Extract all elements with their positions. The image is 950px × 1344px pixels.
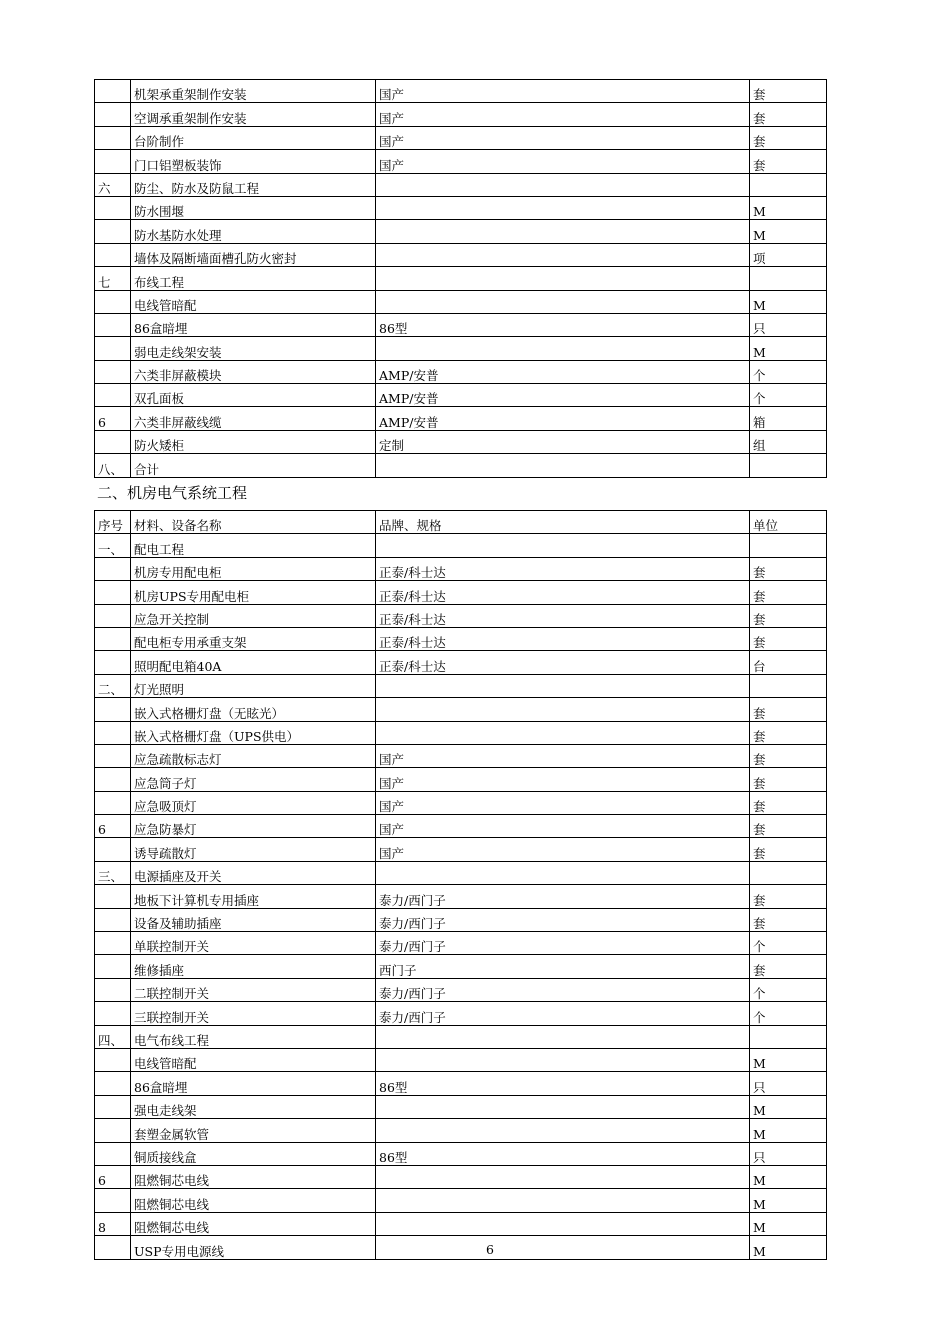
brand-spec-cell (376, 1048, 750, 1071)
item-name-cell: 防水围堰 (131, 196, 376, 219)
row-number-cell (95, 885, 131, 908)
item-name-cell: 应急疏散标志灯 (131, 744, 376, 767)
item-name-cell: 86盒暗埋 (131, 1072, 376, 1095)
row-number-cell: 六 (95, 173, 131, 196)
unit-cell: 套 (750, 604, 827, 627)
unit-cell: M (750, 220, 827, 243)
row-number-cell (95, 651, 131, 674)
item-name-cell: 阻燃铜芯电线 (131, 1165, 376, 1188)
table-row (95, 126, 827, 149)
table-row (95, 932, 827, 955)
materials-table-2 (94, 510, 827, 1260)
table-row (95, 955, 827, 978)
table-row (95, 267, 827, 290)
unit-cell: 套 (750, 721, 827, 744)
row-number-cell (95, 557, 131, 580)
table-row (95, 430, 827, 453)
item-name-cell: 门口铝塑板装饰 (131, 150, 376, 173)
row-number-cell (95, 360, 131, 383)
row-number-cell (95, 103, 131, 126)
item-name-cell: 防尘、防水及防鼠工程 (131, 173, 376, 196)
table-row (95, 534, 827, 557)
unit-cell: 组 (750, 430, 827, 453)
row-number-cell (95, 604, 131, 627)
brand-spec-cell (376, 290, 750, 313)
unit-cell: 个 (750, 932, 827, 955)
brand-spec-cell: 定制 (376, 430, 750, 453)
row-number-cell: 二、 (95, 674, 131, 697)
item-name-cell: 防火矮柜 (131, 430, 376, 453)
row-number-cell (95, 126, 131, 149)
item-name-cell: 阻燃铜芯电线 (131, 1189, 376, 1212)
unit-cell: M (750, 1048, 827, 1071)
row-number-cell (95, 627, 131, 650)
row-number-cell: 一、 (95, 534, 131, 557)
row-number-cell (95, 1072, 131, 1095)
brand-spec-cell: AMP/安普 (376, 384, 750, 407)
unit-cell: 套 (750, 768, 827, 791)
row-number-cell: 八、 (95, 454, 131, 477)
table-row (95, 861, 827, 884)
brand-spec-cell: 86型 (376, 313, 750, 336)
table-row (95, 698, 827, 721)
brand-spec-cell: 正泰/科士达 (376, 651, 750, 674)
table-row (95, 1072, 827, 1095)
unit-cell: 套 (750, 103, 827, 126)
item-name-cell: 照明配电箱40A (131, 651, 376, 674)
unit-cell (750, 267, 827, 290)
item-name-cell: 三联控制开关 (131, 1002, 376, 1025)
row-number-cell: 序号 (95, 511, 131, 534)
item-name-cell: 地板下计算机专用插座 (131, 885, 376, 908)
item-name-cell: 二联控制开关 (131, 978, 376, 1001)
table-row (95, 1048, 827, 1071)
row-number-cell (95, 384, 131, 407)
unit-cell: 只 (750, 1142, 827, 1165)
brand-spec-cell (376, 220, 750, 243)
brand-spec-cell: 国产 (376, 768, 750, 791)
item-name-cell: 灯光照明 (131, 674, 376, 697)
row-number-cell (95, 337, 131, 360)
row-number-cell (95, 978, 131, 1001)
table-row (95, 1119, 827, 1142)
brand-spec-cell: 泰力/西门子 (376, 885, 750, 908)
row-number-cell (95, 1189, 131, 1212)
row-number-cell (95, 220, 131, 243)
brand-spec-cell (376, 861, 750, 884)
section-title: 二、机房电气系统工程 (97, 484, 248, 502)
brand-spec-cell: 国产 (376, 744, 750, 767)
brand-spec-cell (376, 721, 750, 744)
table-row (95, 768, 827, 791)
item-name-cell: 设备及辅助插座 (131, 908, 376, 931)
brand-spec-cell: 国产 (376, 150, 750, 173)
table-row (95, 173, 827, 196)
brand-spec-cell: 国产 (376, 838, 750, 861)
table-row (95, 674, 827, 697)
unit-cell: 套 (750, 815, 827, 838)
row-number-cell (95, 196, 131, 219)
table-row (95, 511, 827, 534)
table-row (95, 1165, 827, 1188)
brand-spec-cell: 泰力/西门子 (376, 932, 750, 955)
brand-spec-cell: AMP/安普 (376, 360, 750, 383)
unit-cell: 套 (750, 150, 827, 173)
item-name-cell: USP专用电源线 (131, 1236, 376, 1259)
row-number-cell (95, 1095, 131, 1118)
table-row (95, 581, 827, 604)
row-number-cell (95, 80, 131, 103)
brand-spec-cell (376, 243, 750, 266)
table-row (95, 1002, 827, 1025)
item-name-cell: 电气布线工程 (131, 1025, 376, 1048)
row-number-cell (95, 908, 131, 931)
unit-cell (750, 454, 827, 477)
row-number-cell: 6 (95, 407, 131, 430)
item-name-cell: 86盒暗埋 (131, 313, 376, 336)
table-row (95, 220, 827, 243)
unit-cell: 套 (750, 80, 827, 103)
row-number-cell (95, 744, 131, 767)
item-name-cell: 单联控制开关 (131, 932, 376, 955)
table-row (95, 1025, 827, 1048)
item-name-cell: 机房专用配电柜 (131, 557, 376, 580)
item-name-cell: 应急防暴灯 (131, 815, 376, 838)
brand-spec-cell: 国产 (376, 80, 750, 103)
unit-cell: 套 (750, 557, 827, 580)
brand-spec-cell (376, 337, 750, 360)
table-row (95, 290, 827, 313)
row-number-cell (95, 698, 131, 721)
brand-spec-cell: 国产 (376, 126, 750, 149)
item-name-cell: 六类非屏蔽线缆 (131, 407, 376, 430)
row-number-cell (95, 290, 131, 313)
item-name-cell: 六类非屏蔽模块 (131, 360, 376, 383)
unit-cell: 套 (750, 791, 827, 814)
row-number-cell (95, 1002, 131, 1025)
brand-spec-cell (376, 1095, 750, 1118)
brand-spec-cell (376, 534, 750, 557)
row-number-cell (95, 243, 131, 266)
brand-spec-cell (376, 1165, 750, 1188)
row-number-cell (95, 581, 131, 604)
unit-cell (750, 534, 827, 557)
table-row (95, 604, 827, 627)
brand-spec-cell: 西门子 (376, 955, 750, 978)
materials-table-1-body (95, 80, 827, 478)
table-row (95, 721, 827, 744)
brand-spec-cell: 国产 (376, 791, 750, 814)
unit-cell: M (750, 337, 827, 360)
item-name-cell: 材料、设备名称 (131, 511, 376, 534)
item-name-cell: 诱导疏散灯 (131, 838, 376, 861)
row-number-cell: 6 (95, 815, 131, 838)
row-number-cell (95, 721, 131, 744)
item-name-cell: 配电柜专用承重支架 (131, 627, 376, 650)
materials-table-1 (94, 79, 827, 478)
table-row (95, 1236, 827, 1259)
brand-spec-cell (376, 1025, 750, 1048)
brand-spec-cell (376, 267, 750, 290)
item-name-cell: 合计 (131, 454, 376, 477)
table-row (95, 885, 827, 908)
row-number-cell: 6 (95, 1165, 131, 1188)
item-name-cell: 双孔面板 (131, 384, 376, 407)
row-number-cell (95, 768, 131, 791)
brand-spec-cell (376, 173, 750, 196)
unit-cell: 套 (750, 627, 827, 650)
brand-spec-cell (376, 1236, 750, 1259)
table-row (95, 103, 827, 126)
table-row (95, 815, 827, 838)
row-number-cell (95, 1119, 131, 1142)
item-name-cell: 电线管暗配 (131, 1048, 376, 1071)
unit-cell: M (750, 1212, 827, 1235)
item-name-cell: 强电走线架 (131, 1095, 376, 1118)
item-name-cell: 弱电走线架安装 (131, 337, 376, 360)
item-name-cell: 维修插座 (131, 955, 376, 978)
brand-spec-cell: 品牌、规格 (376, 511, 750, 534)
table-row (95, 150, 827, 173)
item-name-cell: 布线工程 (131, 267, 376, 290)
brand-spec-cell: 泰力/西门子 (376, 978, 750, 1001)
item-name-cell: 台阶制作 (131, 126, 376, 149)
table-row (95, 384, 827, 407)
item-name-cell: 嵌入式格栅灯盘（无眩光） (131, 698, 376, 721)
item-name-cell: 电线管暗配 (131, 290, 376, 313)
table-row (95, 557, 827, 580)
unit-cell: 套 (750, 581, 827, 604)
row-number-cell: 四、 (95, 1025, 131, 1048)
item-name-cell: 配电工程 (131, 534, 376, 557)
unit-cell: 个 (750, 1002, 827, 1025)
table-row (95, 1212, 827, 1235)
brand-spec-cell (376, 196, 750, 219)
unit-cell: 只 (750, 313, 827, 336)
row-number-cell (95, 430, 131, 453)
item-name-cell: 应急开关控制 (131, 604, 376, 627)
table-row (95, 791, 827, 814)
row-number-cell (95, 150, 131, 173)
unit-cell: 套 (750, 744, 827, 767)
unit-cell: M (750, 1119, 827, 1142)
unit-cell: 项 (750, 243, 827, 266)
table-row (95, 978, 827, 1001)
item-name-cell: 电源插座及开关 (131, 861, 376, 884)
brand-spec-cell (376, 1212, 750, 1235)
row-number-cell: 三、 (95, 861, 131, 884)
item-name-cell: 铜质接线盒 (131, 1142, 376, 1165)
brand-spec-cell: 86型 (376, 1142, 750, 1165)
unit-cell: 个 (750, 978, 827, 1001)
unit-cell: M (750, 290, 827, 313)
row-number-cell (95, 838, 131, 861)
unit-cell: M (750, 1189, 827, 1212)
row-number-cell (95, 932, 131, 955)
table-row (95, 313, 827, 336)
page-number: 6 (486, 1242, 494, 1257)
brand-spec-cell: 正泰/科士达 (376, 627, 750, 650)
unit-cell (750, 1025, 827, 1048)
unit-cell (750, 173, 827, 196)
unit-cell (750, 861, 827, 884)
unit-cell: M (750, 1095, 827, 1118)
brand-spec-cell (376, 1189, 750, 1212)
brand-spec-cell: 泰力/西门子 (376, 1002, 750, 1025)
row-number-cell (95, 1048, 131, 1071)
table-row (95, 651, 827, 674)
item-name-cell: 墙体及隔断墙面槽孔防火密封 (131, 243, 376, 266)
table-row (95, 1189, 827, 1212)
item-name-cell: 应急吸顶灯 (131, 791, 376, 814)
unit-cell: 箱 (750, 407, 827, 430)
table-row (95, 360, 827, 383)
table-row (95, 196, 827, 219)
item-name-cell: 空调承重架制作安装 (131, 103, 376, 126)
item-name-cell: 嵌入式格栅灯盘（UPS供电） (131, 721, 376, 744)
brand-spec-cell: 国产 (376, 815, 750, 838)
brand-spec-cell: 正泰/科士达 (376, 604, 750, 627)
item-name-cell: 机房UPS专用配电柜 (131, 581, 376, 604)
item-name-cell: 机架承重架制作安装 (131, 80, 376, 103)
unit-cell: 套 (750, 955, 827, 978)
unit-cell: 单位 (750, 511, 827, 534)
unit-cell: 只 (750, 1072, 827, 1095)
unit-cell: M (750, 1236, 827, 1259)
brand-spec-cell (376, 454, 750, 477)
materials-table-2-body (95, 511, 827, 1260)
unit-cell: 个 (750, 384, 827, 407)
table-row (95, 1095, 827, 1118)
row-number-cell: 8 (95, 1212, 131, 1235)
table-row (95, 908, 827, 931)
brand-spec-cell: 泰力/西门子 (376, 908, 750, 931)
brand-spec-cell: 86型 (376, 1072, 750, 1095)
item-name-cell: 应急筒子灯 (131, 768, 376, 791)
unit-cell: 套 (750, 126, 827, 149)
table-row (95, 627, 827, 650)
unit-cell: 套 (750, 838, 827, 861)
table-row (95, 243, 827, 266)
brand-spec-cell: 正泰/科士达 (376, 581, 750, 604)
unit-cell: 台 (750, 651, 827, 674)
brand-spec-cell: AMP/安普 (376, 407, 750, 430)
table-row (95, 838, 827, 861)
unit-cell: 套 (750, 908, 827, 931)
table-row (95, 407, 827, 430)
table-row (95, 744, 827, 767)
table-row (95, 337, 827, 360)
unit-cell: M (750, 1165, 827, 1188)
brand-spec-cell: 国产 (376, 103, 750, 126)
unit-cell: M (750, 196, 827, 219)
row-number-cell (95, 313, 131, 336)
row-number-cell (95, 1142, 131, 1165)
row-number-cell: 七 (95, 267, 131, 290)
item-name-cell: 防水基防水处理 (131, 220, 376, 243)
brand-spec-cell (376, 698, 750, 721)
brand-spec-cell: 正泰/科士达 (376, 557, 750, 580)
brand-spec-cell (376, 674, 750, 697)
row-number-cell (95, 1236, 131, 1259)
unit-cell: 套 (750, 885, 827, 908)
unit-cell: 套 (750, 698, 827, 721)
table-row (95, 1142, 827, 1165)
unit-cell: 个 (750, 360, 827, 383)
table-row (95, 80, 827, 103)
table-row (95, 454, 827, 477)
brand-spec-cell (376, 1119, 750, 1142)
row-number-cell (95, 955, 131, 978)
unit-cell (750, 674, 827, 697)
item-name-cell: 阻燃铜芯电线 (131, 1212, 376, 1235)
item-name-cell: 套塑金属软管 (131, 1119, 376, 1142)
row-number-cell (95, 791, 131, 814)
